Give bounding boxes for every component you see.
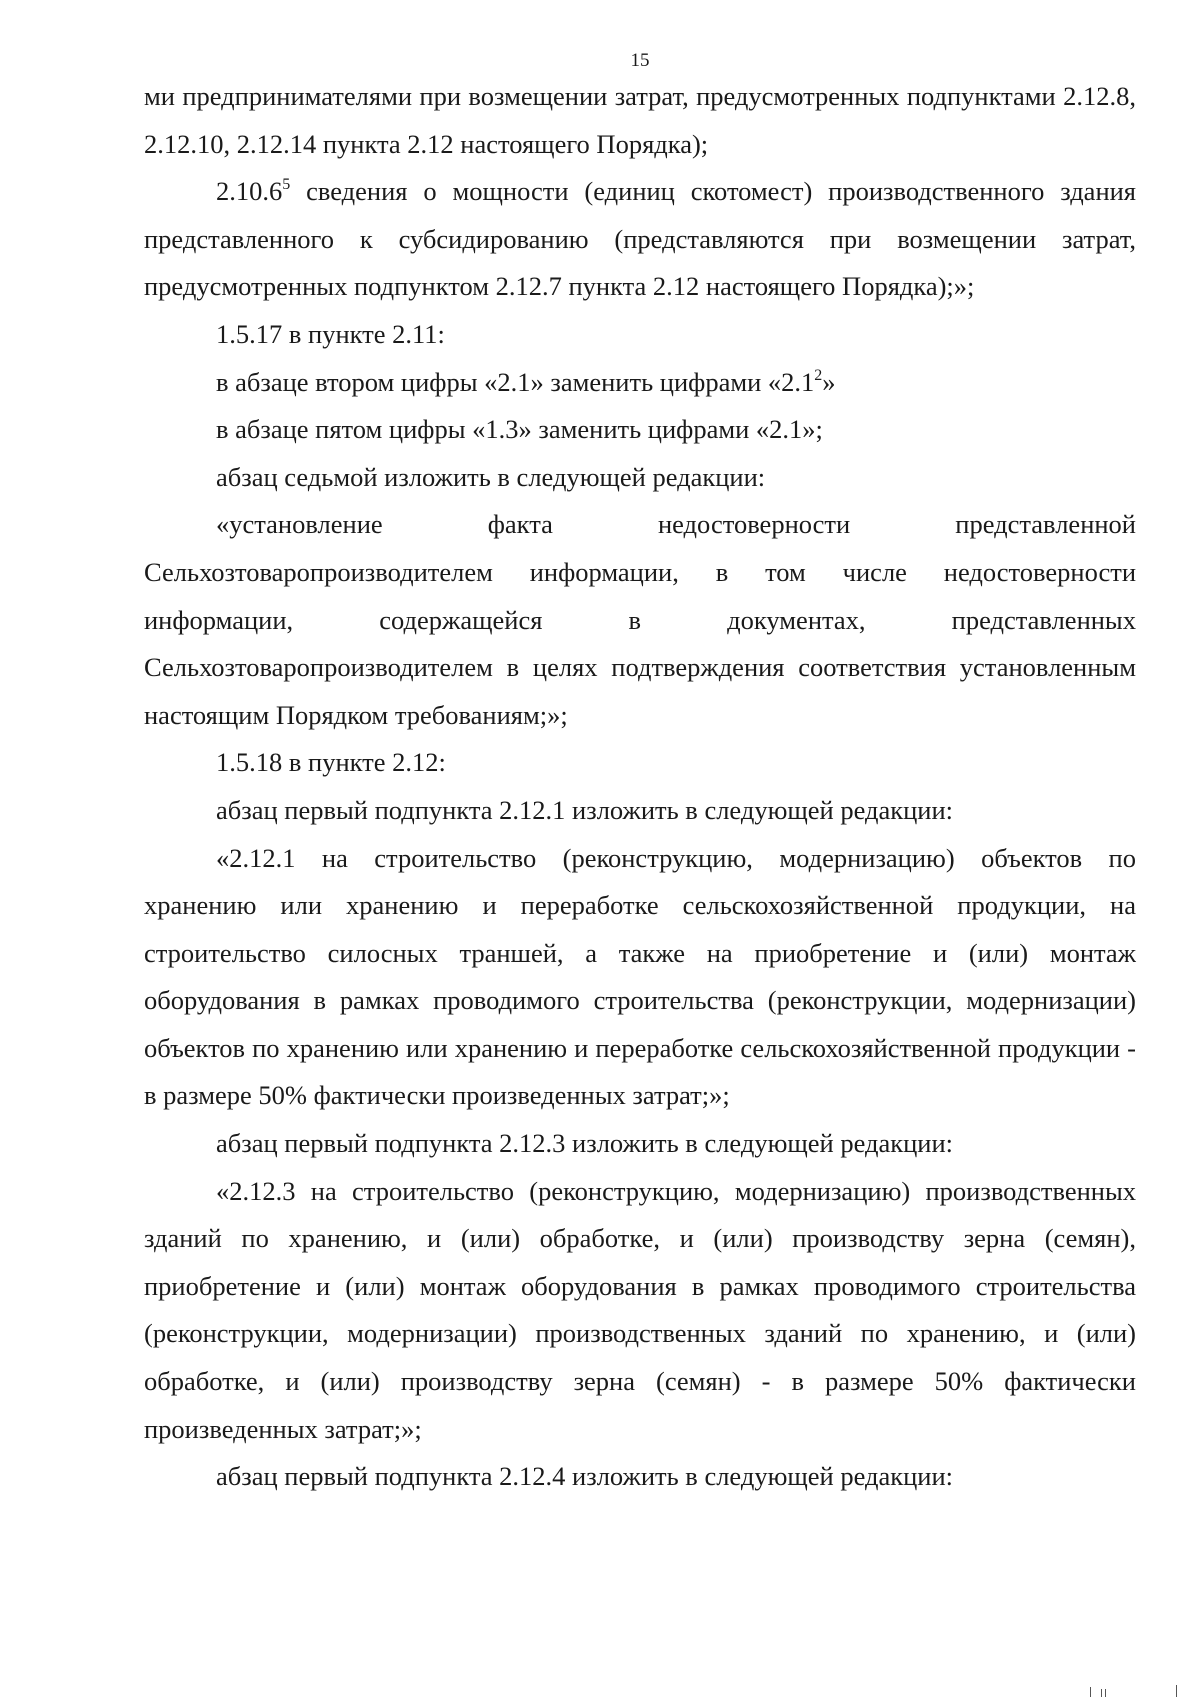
scan-artifact: [1090, 1687, 1091, 1697]
paragraph-quote-2-12-1: «2.12.1 на строительство (реконструкцию, модернизацию) объектов по хранению или хранению и переработке сельскохозяйственной продукции, на строительство силосных траншей, а также на приобретение и (или) монтаж оборудования в рамках проводимого строительства (реконструкции, модернизации) объектов по хранению или хранению и переработке сельскохозяйственной продукции - в размере 50% фактически произведенных затрат;»;: [144, 842, 1136, 1111]
paragraph-abzac-2-12-4: абзац первый подпункта 2.12.4 изложить в следующей редакции:: [216, 1461, 954, 1492]
paragraph-text-before-sup: в абзаце втором цифры «2.1» заменить цифрами «2.1: [216, 366, 815, 397]
paragraph-text-before-sup: 2.10.6: [216, 176, 283, 207]
paragraph-text-after-sup: сведения о мощности (единиц скотомест) производственного здания представленного к субсидированию (представляются при возмещении затрат, предусмотренных подпунктом 2.12.7 пункта 2.12 настоящего Порядка);»;: [144, 176, 1136, 302]
paragraph-continuation: ми предпринимателями при возмещении затрат, предусмотренных подпунктами 2.12.8, 2.12.10, 2.12.14 пункта 2.12 настоящего Порядка);: [144, 81, 1136, 159]
scan-artifact: [1101, 1689, 1102, 1697]
superscript: 2: [814, 366, 823, 384]
paragraph-abzac-2-12-3: абзац первый подпункта 2.12.3 изложить в следующей редакции:: [216, 1128, 954, 1159]
document-body: [144, 73, 1136, 1501]
paragraph-abzac-vtorom: [144, 359, 1136, 407]
page-number: 15: [630, 50, 650, 71]
paragraph-2-10-6-5: [144, 168, 1136, 311]
scan-artifact: [1105, 1689, 1106, 1697]
paragraph-quote-nedostovernost: «установление факта недостоверности представленной Сельхозтоваропроизводителем информации, в том числе недостоверности информации, содержащейся в документах, представленных Сельхозтоваропроизводителем в целях подтверждения соответствия установленным настоящим Порядком требованиям;»;: [144, 509, 1136, 730]
paragraph-abzac-2-12-1: абзац первый подпункта 2.12.1 изложить в следующей редакции:: [216, 794, 954, 825]
paragraph-abzac-pyatom: в абзаце пятом цифры «1.3» заменить цифрами «2.1»;: [216, 414, 823, 445]
scan-artifact: [1176, 1685, 1177, 1697]
paragraph-text-after-sup: »: [822, 366, 836, 397]
paragraph-quote-2-12-3: «2.12.3 на строительство (реконструкцию, модернизацию) производственных зданий по хранению, и (или) обработке, и (или) производству зерна (семян), приобретение и (или) монтаж оборудования в рамках проводимого строительства (реконструкции, модернизации) производственных зданий по хранению, и (или) обработке, и (или) производству зерна (семян) - в размере 50% фактически произведенных затрат;»;: [144, 1175, 1136, 1444]
paragraph-1-5-17: 1.5.17 в пункте 2.11:: [216, 318, 445, 349]
superscript: 5: [282, 176, 291, 194]
paragraph-abzac-sedmoy: абзац седьмой изложить в следующей редакции:: [216, 461, 766, 492]
paragraph-1-5-18: 1.5.18 в пункте 2.12:: [216, 747, 446, 778]
